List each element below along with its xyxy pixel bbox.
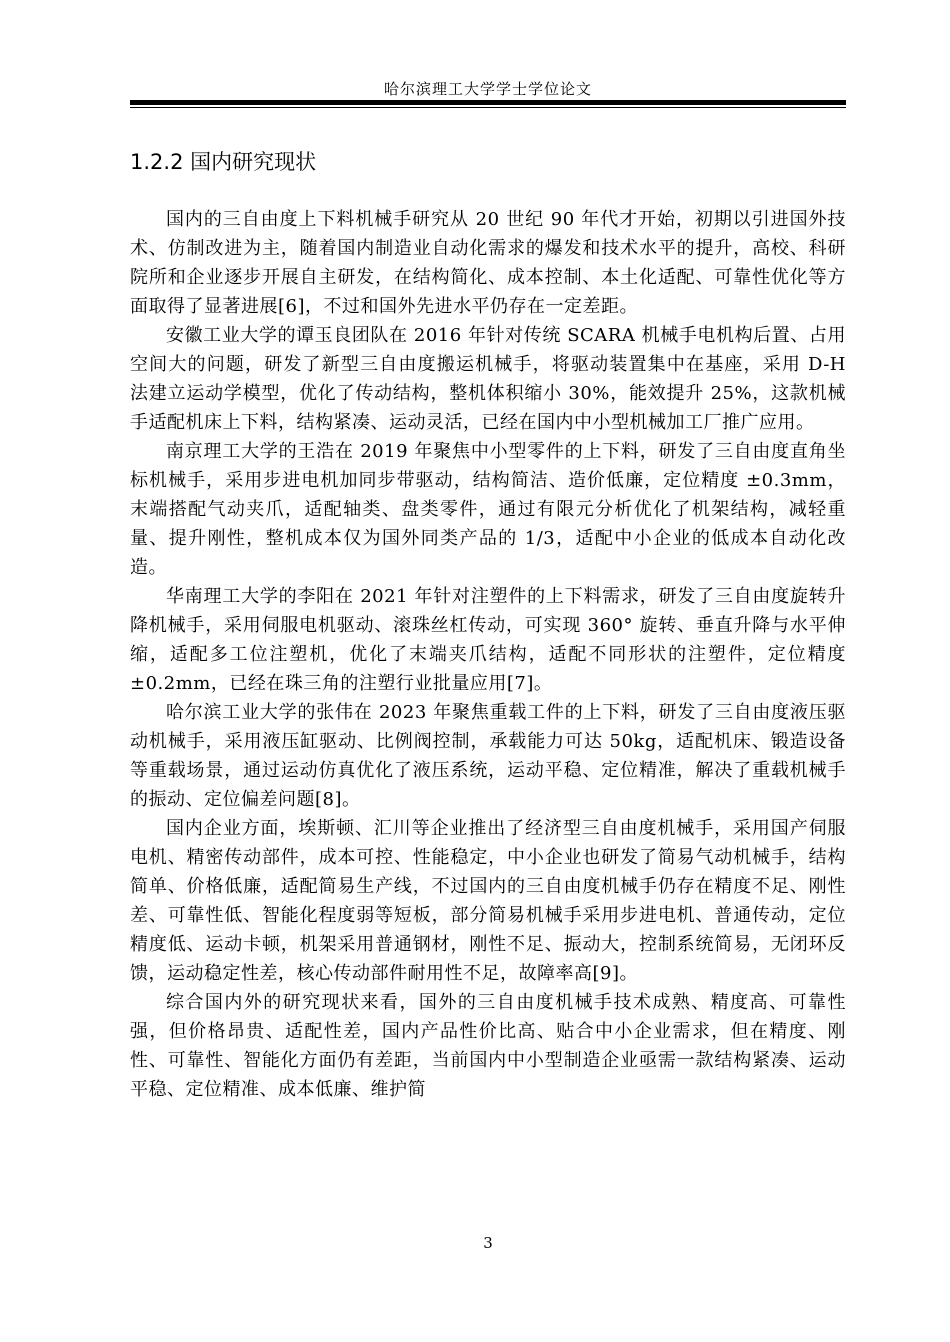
section-heading: 1.2.2 国内研究现状 xyxy=(130,150,317,174)
paragraph-nanjing: 南京理工大学的王浩在 2019 年聚焦中小型零件的上下料，研发了三自由度直角坐标机械手，采用步进电机加同步带驱动，结构简洁、造价低廉，定位精度 ±0.3mm，末端搭配气动夹爪，适配轴类、盘类零件，通过有限元分析优化了机架结构，减轻重量、提升刚性，整机成本仅为国外同类产品的 1/3，适配中小企业的低成本自动化改造。 xyxy=(130,441,846,578)
page-number: 3 xyxy=(483,1234,493,1252)
paragraph-anhui: 安徽工业大学的谭玉良团队在 2016 年针对传统 SCARA 机械手电机构后置、占用空间大的问题，研发了新型三自由度搬运机械手，将驱动装置集中在基座，采用 D-H 法建立运动学模型，优化了传动结构，整机体积缩小 30%，能效提升 25%，这款机械手适配机床上下料，结构紧凑、运动灵活，已经在国内中小型机械加工厂推广应用。 xyxy=(130,325,846,433)
header-rule-thick xyxy=(130,100,846,105)
paragraph-harbin: 哈尔滨工业大学的张伟在 2023 年聚焦重载工件的上下料，研发了三自由度液压驱动机械手，采用液压缸驱动、比例阀控制，承载能力可达 50kg，适配机床、锻造设备等重载场景，通过运动仿真优化了液压系统，运动平稳、定位精准，解决了重载机械手的振动、定位偏差问题[8]。 xyxy=(130,702,846,810)
paragraph-domestic-companies: 国内企业方面，埃斯顿、汇川等企业推出了经济型三自由度机械手，采用国产伺服电机、精密传动部件，成本可控、性能稳定，中小企业也研发了简易气动机械手，结构简单、价格低廉，适配简易生产线，不过国内的三自由度机械手仍存在精度不足、刚性差、可靠性低、智能化程度弱等短板，部分简易机械手采用步进电机、普通传动，定位精度低、运动卡顿，机架采用普通钢材，刚性不足、振动大，控制系统简易，无闭环反馈，运动稳定性差，核心传动部件耐用性不足，故障率高[9]。 xyxy=(130,818,846,984)
paragraph-huanan: 华南理工大学的李阳在 2021 年针对注塑件的上下料需求，研发了三自由度旋转升降机械手，采用伺服电机驱动、滚珠丝杠传动，可实现 360° 旋转、垂直升降与水平伸缩，适配多工位注塑机，优化了末端夹爪结构，适配不同形状的注塑件，定位精度 ±0.2mm，已经在珠三角的注塑行业批量应用[7]。 xyxy=(130,586,846,694)
header-rule-thin xyxy=(130,107,846,108)
paragraph-summary: 综合国内外的研究现状来看，国外的三自由度机械手技术成熟、精度高、可靠性强，但价格昂贵、适配性差，国内产品性价比高、贴合中小企业需求，但在精度、刚性、可靠性、智能化方面仍有差距，当前国内中小型制造企业亟需一款结构紧凑、运动平稳、定位精准、成本低廉、维护简 xyxy=(130,992,846,1100)
body-text xyxy=(130,205,846,1104)
running-header: 哈尔滨理工大学学士学位论文 xyxy=(383,80,592,98)
paragraph-intro: 国内的三自由度上下料机械手研究从 20 世纪 90 年代才开始，初期以引进国外技术、仿制改进为主，随着国内制造业自动化需求的爆发和技术水平的提升，高校、科研院所和企业逐步开展自主研发，在结构简化、成本控制、本土化适配、可靠性优化等方面取得了显著进展[6]，不过和国外先进水平仍存在一定差距。 xyxy=(130,209,846,317)
